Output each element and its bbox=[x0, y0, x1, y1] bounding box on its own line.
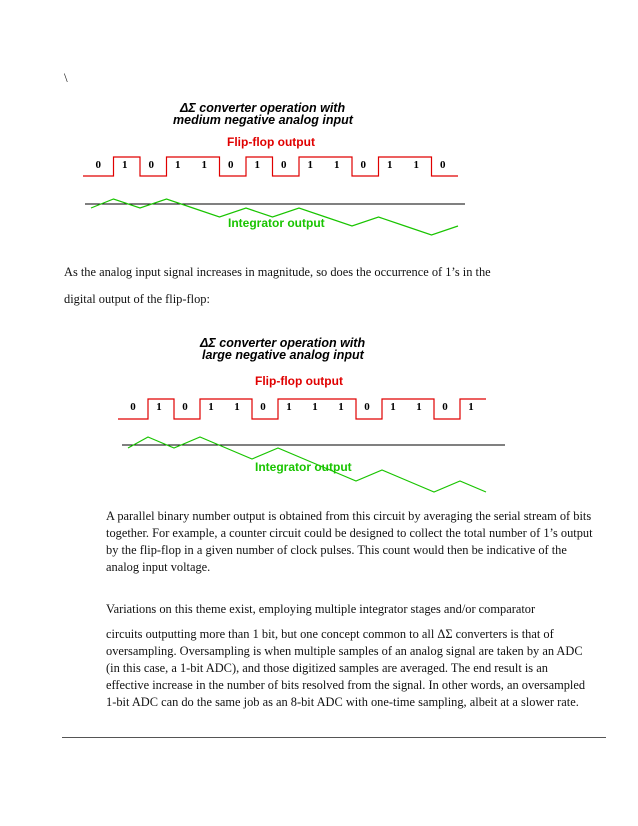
bit-label: 0 bbox=[130, 401, 136, 413]
paragraph-line: circuits outputting more than 1 bit, but one concept common to all ΔΣ converters is that of bbox=[106, 627, 554, 641]
bit-label: 1 bbox=[201, 159, 207, 171]
paragraph-line: oversampling. Oversampling is when multiple samples of an analog signal are taken by an ADC bbox=[106, 644, 583, 658]
figure1-integrator-label: Integrator output bbox=[228, 216, 325, 230]
figure2-title-line2: large negative analog input bbox=[202, 348, 364, 362]
flipflop-square-wave bbox=[83, 157, 458, 176]
page-divider bbox=[62, 737, 606, 738]
paragraph-line: As the analog input signal increases in magnitude, so does the occurrence of 1’s in the bbox=[64, 265, 491, 279]
paragraph-line: digital output of the flip-flop: bbox=[64, 292, 210, 306]
figure1-title-line2: medium negative analog input bbox=[173, 113, 353, 127]
bit-label: 0 bbox=[442, 401, 448, 413]
bit-label: 0 bbox=[260, 401, 266, 413]
paragraph-line: analog input voltage. bbox=[106, 560, 211, 574]
bit-label: 1 bbox=[468, 401, 474, 413]
paragraph-line: A parallel binary number output is obtained from this circuit by averaging the serial stream of bits bbox=[106, 509, 592, 523]
bit-label: 1 bbox=[307, 159, 313, 171]
bit-label: 1 bbox=[208, 401, 214, 413]
bit-label: 1 bbox=[338, 401, 344, 413]
bit-label: 1 bbox=[156, 401, 162, 413]
bit-label: 0 bbox=[182, 401, 188, 413]
figure1-flipflop-label: Flip-flop output bbox=[227, 135, 315, 149]
figure2-waveforms bbox=[118, 399, 505, 492]
bit-label: 0 bbox=[440, 159, 446, 171]
paragraph-line: effective increase in the number of bits resolved from the signal. In other words, an oversampled bbox=[106, 678, 586, 692]
bit-label: 1 bbox=[416, 401, 422, 413]
figure-medium-negative bbox=[85, 100, 495, 230]
paragraph-variations bbox=[106, 626, 606, 711]
paragraph-line: together. For example, a counter circuit could be designed to collect the total number of 1’s output bbox=[106, 526, 593, 540]
figure-large-negative bbox=[120, 335, 520, 475]
bit-label: 1 bbox=[312, 401, 318, 413]
figure1-title-line1: ΔΣ converter operation with bbox=[180, 101, 346, 115]
paragraph-averaging bbox=[106, 508, 606, 576]
paragraph-variations-first: Variations on this theme exist, employing multiple integrator stages and/or comparator bbox=[106, 602, 536, 616]
bit-label: 1 bbox=[387, 159, 393, 171]
paragraph-line: (in this case, a 1-bit ADC), and those digitized samples are averaged. The end result is an bbox=[106, 661, 548, 675]
bit-label: 1 bbox=[390, 401, 396, 413]
figure2-title-line1: ΔΣ converter operation with bbox=[200, 336, 366, 350]
bit-label: 0 bbox=[364, 401, 370, 413]
bit-label: 1 bbox=[286, 401, 292, 413]
paragraph-line: by the flip-flop in a given number of clock pulses. This count would then be indicative of the bbox=[106, 543, 567, 557]
figure2-flipflop-label: Flip-flop output bbox=[255, 374, 343, 388]
bit-label: 1 bbox=[334, 159, 340, 171]
bit-label: 1 bbox=[175, 159, 181, 171]
flipflop-square-wave bbox=[118, 399, 486, 419]
bit-label: 0 bbox=[95, 159, 101, 171]
stray-backslash: \ bbox=[64, 70, 68, 85]
paragraph-line: 1-bit ADC can do the same job as an 8-bit ADC with one-time sampling, albeit at a slower rate. bbox=[106, 695, 579, 709]
bit-label: 1 bbox=[413, 159, 419, 171]
bit-label: 1 bbox=[122, 159, 128, 171]
bit-label: 0 bbox=[281, 159, 287, 171]
bit-label: 0 bbox=[228, 159, 234, 171]
bit-label: 1 bbox=[234, 401, 240, 413]
figure2-integrator-label: Integrator output bbox=[255, 460, 352, 474]
bit-label: 0 bbox=[360, 159, 366, 171]
bit-label: 1 bbox=[254, 159, 260, 171]
bit-label: 0 bbox=[148, 159, 154, 171]
